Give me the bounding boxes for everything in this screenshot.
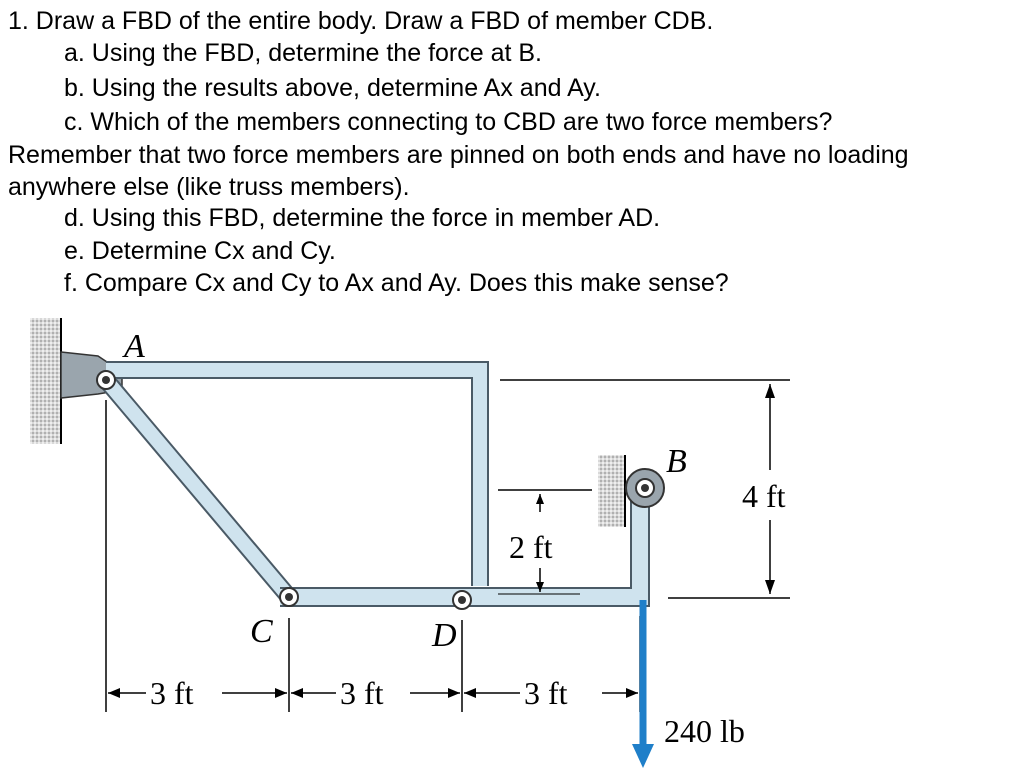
problem-heading: 1. Draw a FBD of the entire body. Draw a FBD of member CDB. xyxy=(8,7,714,35)
pin-c-center xyxy=(285,593,293,601)
dim-2ft-arrow-up xyxy=(536,494,544,504)
dim-1-arrow-left xyxy=(108,688,120,698)
item-d: d. Using this FBD, determine the force in member AD. xyxy=(64,204,661,232)
member-top-frame xyxy=(106,370,480,586)
dim-2-arrow-left xyxy=(291,688,303,698)
item-c: c. Which of the members connecting to CBD are two force members? xyxy=(64,108,833,136)
item-a: a. Using the FBD, determine the force at B. xyxy=(64,39,543,67)
dim-label-3ft-3: 3 ft xyxy=(524,675,568,711)
dim-label-3ft-1: 3 ft xyxy=(150,675,194,711)
dim-label-2ft: 2 ft xyxy=(509,529,553,565)
member-cdb xyxy=(280,488,640,597)
label-d: D xyxy=(432,617,457,654)
dim-1-arrow-right xyxy=(275,688,287,698)
dim-label-4ft: 4 ft xyxy=(742,478,786,514)
dim-4ft-arrow-up xyxy=(765,384,775,398)
note-line-1: Remember that two force members are pinned on both ends and have no loading xyxy=(8,141,909,169)
member-ac xyxy=(106,380,289,597)
load-label: 240 lb xyxy=(664,713,745,749)
item-f: f. Compare Cx and Cy to Ax and Ay. Does this make sense? xyxy=(64,269,729,297)
dim-4ft-arrow-down xyxy=(765,580,775,594)
item-e: e. Determine Cx and Cy. xyxy=(64,237,336,265)
note-line-2: anywhere else (like truss members). xyxy=(8,173,410,201)
frame-figure xyxy=(0,300,1024,774)
dim-3-arrow-left xyxy=(464,688,476,698)
label-c: C xyxy=(250,613,273,650)
member-cdb-outline xyxy=(280,488,640,597)
wall-b xyxy=(598,455,624,527)
item-b: b. Using the results above, determine Ax and Ay. xyxy=(64,74,601,102)
label-b: B xyxy=(666,443,687,480)
pin-b-center xyxy=(641,484,649,492)
load-arrow-head xyxy=(632,744,654,768)
dim-3-arrow-right xyxy=(626,688,638,698)
wall-a xyxy=(30,318,60,444)
member-top-frame-outline xyxy=(106,370,480,586)
pin-d-center xyxy=(458,596,466,604)
dim-label-3ft-2: 3 ft xyxy=(340,675,384,711)
dim-2-arrow-right xyxy=(448,688,460,698)
label-a: A xyxy=(124,328,145,365)
pin-a-center xyxy=(102,376,110,384)
